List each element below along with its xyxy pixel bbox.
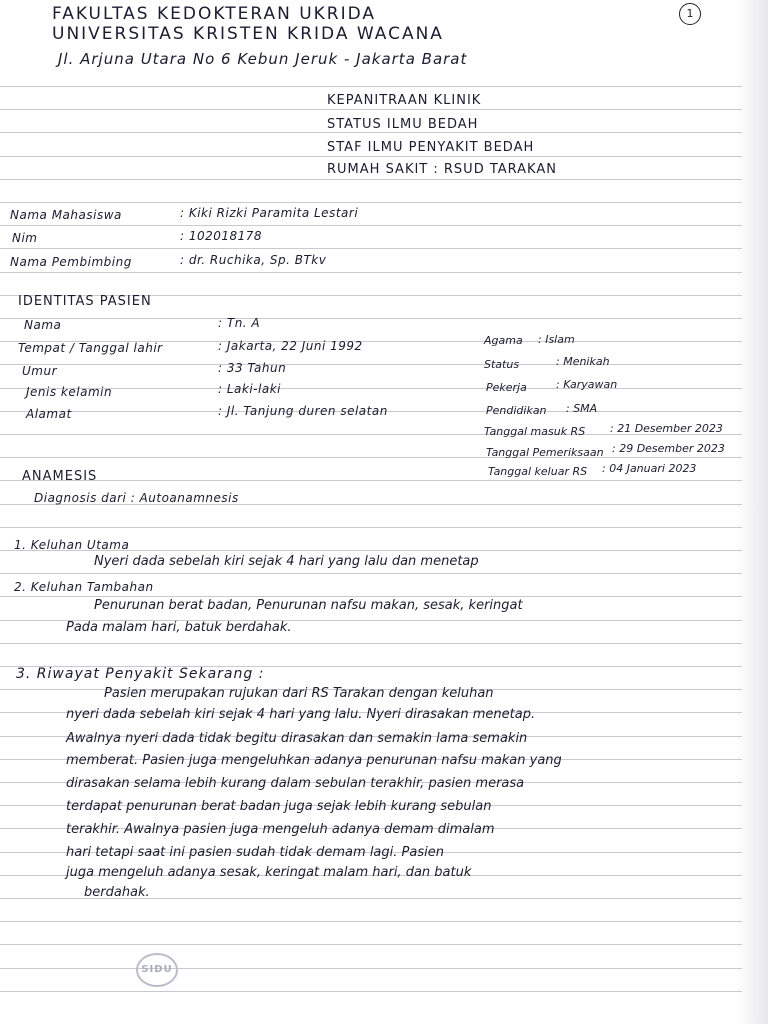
ruled-line — [0, 132, 742, 133]
ruled-line — [0, 248, 742, 249]
education-value: : SMA — [566, 402, 598, 415]
exam-date-label: Tanggal Pemeriksaan — [486, 446, 604, 459]
ruled-line — [0, 364, 742, 365]
birth-value: : Jakarta, 22 Juni 1992 — [218, 339, 363, 353]
ruled-line — [0, 457, 742, 458]
anamnesis-heading: ANAMESIS — [22, 469, 98, 484]
identity-heading: IDENTITAS PASIEN — [18, 294, 152, 309]
nim-value: : 102018178 — [180, 229, 263, 243]
supervisor-value: : dr. Ruchika, Sp. BTkv — [180, 253, 327, 267]
marital-status-label: Status — [484, 358, 520, 371]
sex-label: Jenis kelamin — [26, 385, 113, 399]
anamnesis-diagnosis: Diagnosis dari : Autoanamnesis — [34, 491, 239, 505]
ruled-line — [0, 596, 742, 597]
title-status: STATUS ILMU BEDAH — [327, 117, 479, 132]
present-illness-heading: 3. Riwayat Penyakit Sekarang : — [16, 666, 265, 682]
ruled-line — [0, 968, 742, 969]
additional-complaint-line-2: Pada malam hari, batuk berdahak. — [66, 620, 292, 635]
religion-label: Agama — [484, 334, 523, 347]
present-illness-line: Awalnya nyeri dada tidak begitu dirasakan dan semakin lama semakin — [66, 731, 528, 746]
ruled-line — [0, 991, 742, 992]
ruled-line — [0, 944, 742, 945]
ruled-line — [0, 109, 742, 110]
additional-complaint-heading: 2. Keluhan Tambahan — [14, 580, 154, 594]
faculty-address: Jl. Arjuna Utara No 6 Kebun Jeruk - Jakarta Barat — [58, 50, 468, 68]
ruled-line — [0, 86, 742, 87]
ruled-line — [0, 643, 742, 644]
university-name: UNIVERSITAS KRISTEN KRIDA WACANA — [52, 24, 444, 44]
admission-date-label: Tanggal masuk RS — [484, 425, 586, 438]
ruled-line — [0, 573, 742, 574]
birth-label: Tempat / Tanggal lahir — [18, 341, 163, 355]
nim-label: Nim — [12, 231, 38, 245]
student-name-value: : Kiki Rizki Paramita Lestari — [180, 206, 359, 220]
ruled-line — [0, 156, 742, 157]
religion-value: : Islam — [538, 333, 575, 346]
student-name-label: Nama Mahasiswa — [10, 208, 122, 222]
present-illness-line: hari tetapi saat ini pasien sudah tidak demam lagi. Pasien — [66, 845, 444, 860]
ruled-line — [0, 318, 742, 319]
present-illness-line: terdapat penurunan berat badan juga sejak lebih kurang sebulan — [66, 799, 492, 814]
occupation-value: : Karyawan — [556, 378, 618, 391]
title-staf: STAF ILMU PENYAKIT BEDAH — [327, 140, 535, 155]
age-value: : 33 Tahun — [218, 361, 287, 375]
present-illness-line: berdahak. — [84, 885, 150, 900]
admission-date-value: : 21 Desember 2023 — [610, 422, 723, 435]
present-illness-line: memberat. Pasien juga mengeluhkan adanya penurunan nafsu makan yang — [66, 753, 562, 768]
age-label: Umur — [22, 364, 58, 378]
faculty-name: FAKULTAS KEDOKTERAN UKRIDA — [52, 4, 377, 24]
exam-date-value: : 29 Desember 2023 — [612, 442, 725, 455]
ruled-line — [0, 202, 742, 203]
education-label: Pendidikan — [486, 404, 547, 417]
chief-complaint-heading: 1. Keluhan Utama — [14, 538, 130, 552]
discharge-date-value: : 04 Januari 2023 — [602, 462, 697, 475]
present-illness-line: Pasien merupakan rujukan dari RS Tarakan dengan keluhan — [104, 686, 494, 701]
ruled-line — [0, 225, 742, 226]
ruled-line — [0, 179, 742, 180]
chief-complaint-text: Nyeri dada sebelah kiri sejak 4 hari yang lalu dan menetap — [94, 554, 479, 569]
title-kepaniteraan: KEPANITRAAN KLINIK — [327, 93, 482, 108]
present-illness-line: dirasakan selama lebih kurang dalam sebulan terakhir, pasien merasa — [66, 776, 525, 791]
page-number: 1 — [679, 3, 701, 25]
additional-complaint-line-1: Penurunan berat badan, Penurunan nafsu makan, sesak, keringat — [94, 598, 523, 613]
discharge-date-label: Tanggal keluar RS — [488, 465, 588, 478]
present-illness-line: terakhir. Awalnya pasien juga mengeluh adanya demam dimalam — [66, 822, 495, 837]
present-illness-line: nyeri dada sebelah kiri sejak 4 hari yang lalu. Nyeri dirasakan menetap. — [66, 707, 536, 722]
ruled-line — [0, 480, 742, 481]
occupation-label: Pekerja — [486, 381, 527, 394]
sex-value: : Laki-laki — [218, 382, 281, 396]
address-label: Alamat — [26, 407, 72, 421]
ruled-line — [0, 272, 742, 273]
marital-status-value: : Menikah — [556, 355, 610, 368]
identity-name-value: : Tn. A — [218, 316, 261, 330]
identity-name-label: Nama — [24, 318, 62, 332]
present-illness-line: juga mengeluh adanya sesak, keringat malam hari, dan batuk — [66, 865, 472, 880]
title-rumah-sakit: RUMAH SAKIT : RSUD TARAKAN — [327, 162, 557, 177]
ruled-line — [0, 921, 742, 922]
page-edge-shadow — [736, 0, 768, 1024]
supervisor-label: Nama Pembimbing — [10, 255, 132, 269]
address-value: : Jl. Tanjung duren selatan — [218, 404, 388, 418]
ruled-line — [0, 527, 742, 528]
notebook-brand-stamp: SIDU — [136, 953, 178, 987]
